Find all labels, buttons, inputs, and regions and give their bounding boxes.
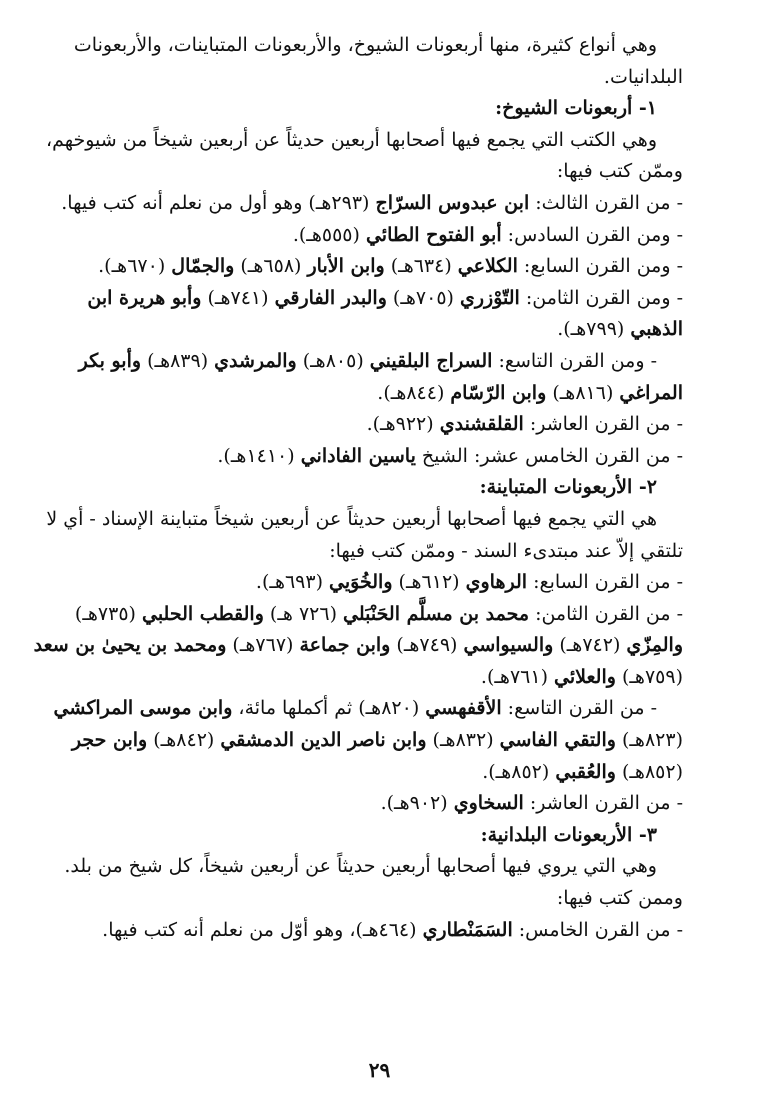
text-run: وهي الكتب التي يجمع فيها أصحابها أربعين حديثاً عن أربعين شيخاً من شيوخهم، — [45, 128, 657, 151]
text-line — [78, 883, 683, 915]
text-line — [78, 409, 683, 441]
text-run: - من القرن الخامس عشر: الشيخ — [415, 444, 683, 467]
text-run: (٨١٦هـ) — [546, 381, 620, 404]
text-run: (٧٥٩هـ) — [615, 665, 683, 688]
bold-text: ابن عبدوس السرّاج — [375, 191, 530, 214]
bold-text: والقطب الحلبي — [141, 602, 264, 625]
text-run: (٧٦١هـ). — [480, 665, 555, 688]
text-line — [78, 93, 683, 125]
text-line — [78, 346, 683, 378]
text-run: البلدانيات. — [603, 65, 683, 88]
text-line — [71, 725, 683, 757]
bold-text: وابن الرّسّام — [450, 381, 547, 404]
text-line — [78, 283, 683, 315]
text-run: (٧٩٩هـ). — [557, 318, 631, 341]
text-run: (٦١٢هـ) — [392, 571, 466, 594]
text-line — [78, 915, 683, 947]
text-line — [78, 662, 683, 694]
text-line — [78, 378, 683, 410]
page-number: ٢٩ — [368, 1058, 391, 1082]
text-run: (٤٦٤هـ)، وهو أوّل من نعلم أنه كتب فيها. — [102, 918, 423, 941]
text-run: (٨٤٤هـ). — [377, 381, 451, 404]
text-run: (٧٠٥هـ) — [386, 286, 460, 309]
text-run: (٧٤٩هـ) — [390, 634, 464, 657]
bold-text: وأبو هريرة ابن — [87, 286, 202, 309]
text-run: (٧٢٦ هـ) — [263, 602, 344, 625]
text-run: (٨٥٢هـ) — [615, 760, 683, 783]
text-line — [78, 788, 683, 820]
text-run: - من القرن الثالث: — [529, 191, 683, 214]
text-run: تلتقي إلاّ عند مبتدىء السند - وممّن كتب فيها: — [329, 539, 683, 562]
text-run: (٨٢٣هـ) — [615, 729, 683, 752]
text-run: (٩٢٢هـ). — [366, 413, 440, 436]
text-run: (٨٠٥هـ) — [296, 349, 370, 372]
bold-text: المراغي — [619, 381, 683, 404]
text-run: (٧٤٢هـ) — [553, 634, 627, 657]
bold-text: وأبو بكر — [78, 349, 142, 372]
text-line — [78, 441, 683, 473]
text-run: - من القرن التاسع: — [501, 697, 657, 720]
text-run: (٩٠٢هـ). — [380, 792, 454, 815]
text-run: - من القرن العاشر: — [523, 792, 683, 815]
bold-text: الأقفهسي — [425, 697, 502, 720]
text-line — [45, 125, 683, 157]
text-run: (٥٥٥هـ). — [292, 223, 366, 246]
bold-text: ومحمد بن يحيىٰ بن سعد — [33, 634, 227, 657]
text-run: (٧٦٧هـ) — [226, 634, 300, 657]
bold-text: أبو الفتوح الطائي — [365, 223, 502, 246]
bold-text: والعُقبي — [555, 760, 616, 783]
bold-text: وابن ناصر الدين الدمشقي — [220, 729, 427, 752]
text-run: (٦٧٠هـ). — [98, 255, 172, 278]
text-line — [74, 599, 683, 631]
bold-text: التّوْزري — [460, 286, 520, 309]
text-run: (٦٩٣هـ). — [255, 571, 330, 594]
bold-text: والمِزّي — [626, 634, 683, 657]
bold-text: الرهاوي — [465, 571, 528, 594]
text-line — [33, 630, 683, 662]
text-run: وممّن كتب فيها: — [556, 160, 683, 183]
bold-text: السخاوي — [453, 792, 524, 815]
bold-text: والخُوَيي — [329, 571, 393, 594]
bold-text: القلقشندي — [439, 413, 524, 436]
text-line — [78, 62, 683, 94]
text-line — [78, 156, 683, 188]
bold-text: الذهبي — [630, 318, 683, 341]
text-line — [78, 314, 683, 346]
text-line — [78, 567, 683, 599]
bold-text: والبدر الفارقي — [274, 286, 387, 309]
bold-text: والعلائي — [554, 665, 616, 688]
text-run: - ومن القرن السادس: — [501, 223, 683, 246]
text-run: هي التي يجمع فيها أصحابها أربعين حديثاً عن أربعين شيخاً متباينة الإسناد - أي لا — [46, 507, 657, 530]
text-run: (٨٣٢هـ) — [426, 729, 500, 752]
text-run: وهي أنواع كثيرة، منها أربعونات الشيوخ، والأربعونات المتباينات، والأربعونات — [73, 34, 657, 56]
text-line — [78, 757, 683, 789]
text-run: (٨٣٩هـ) — [141, 349, 215, 372]
text-line — [64, 851, 683, 883]
text-line — [78, 536, 683, 568]
text-run: - من القرن الخامس: — [512, 918, 683, 941]
text-run: - ومن القرن التاسع: — [492, 349, 657, 372]
bold-text: والتقي الفاسي — [499, 729, 616, 752]
text-run: (٧٣٥هـ) — [74, 602, 142, 625]
page-body — [33, 30, 683, 946]
bold-text: السَمَنْطاري — [422, 918, 513, 941]
text-run: (١٤١٠هـ). — [217, 444, 301, 467]
bold-text: وابن جماعة — [299, 634, 391, 657]
bold-text: والمرشدي — [214, 349, 297, 372]
bold-text: والجمّال — [171, 255, 235, 278]
bold-text: محمد بن مسلَّم الحَنْبَلي — [343, 602, 530, 625]
text-line — [78, 820, 683, 852]
text-run: وممن كتب فيها: — [556, 887, 683, 910]
text-run: (٦٥٨هـ) — [234, 255, 308, 278]
text-run: وهي التي يروي فيها أصحابها أربعين حديثاً عن أربعين شيخاً، كل شيخ من بلد. — [64, 855, 657, 878]
bold-text: وابن حجر — [71, 729, 148, 752]
bold-text: ٣- الأربعونات البلدانية: — [480, 823, 657, 846]
bold-text: الكلاعي — [457, 255, 518, 278]
text-run: - من القرن السابع: — [527, 571, 683, 594]
text-line — [53, 693, 683, 725]
text-run: - ومن القرن السابع: — [517, 255, 683, 278]
text-run: (٧٤١هـ) — [201, 286, 275, 309]
text-line — [78, 472, 683, 504]
bold-text: ٢- الأربعونات المتباينة: — [479, 476, 657, 499]
text-run: - من القرن العاشر: — [523, 413, 683, 436]
text-line — [46, 504, 683, 536]
text-run: - من القرن الثامن: — [529, 602, 683, 625]
text-run: (٢٩٣هـ) وهو أول من نعلم أنه كتب فيها. — [61, 191, 376, 214]
text-run: - ومن القرن الثامن: — [519, 286, 683, 309]
bold-text: ياسين الفاداني — [300, 444, 416, 467]
bold-text: السراج البلقيني — [369, 349, 493, 372]
text-line — [61, 188, 683, 220]
text-run: (٨٤٢هـ) — [147, 729, 221, 752]
text-run: (٦٣٤هـ) — [384, 255, 458, 278]
text-line — [73, 30, 683, 62]
text-run: (٨٥٢هـ). — [482, 760, 556, 783]
text-line — [78, 251, 683, 283]
bold-text: وابن موسى المراكشي — [53, 697, 233, 720]
bold-text: ١- أربعونات الشيوخ: — [495, 97, 657, 120]
bold-text: وابن الأبار — [307, 255, 385, 278]
text-line — [78, 220, 683, 252]
text-run: (٨٢٠هـ) ثم أكملها مائة، — [232, 697, 426, 720]
bold-text: والسيواسي — [463, 634, 554, 657]
